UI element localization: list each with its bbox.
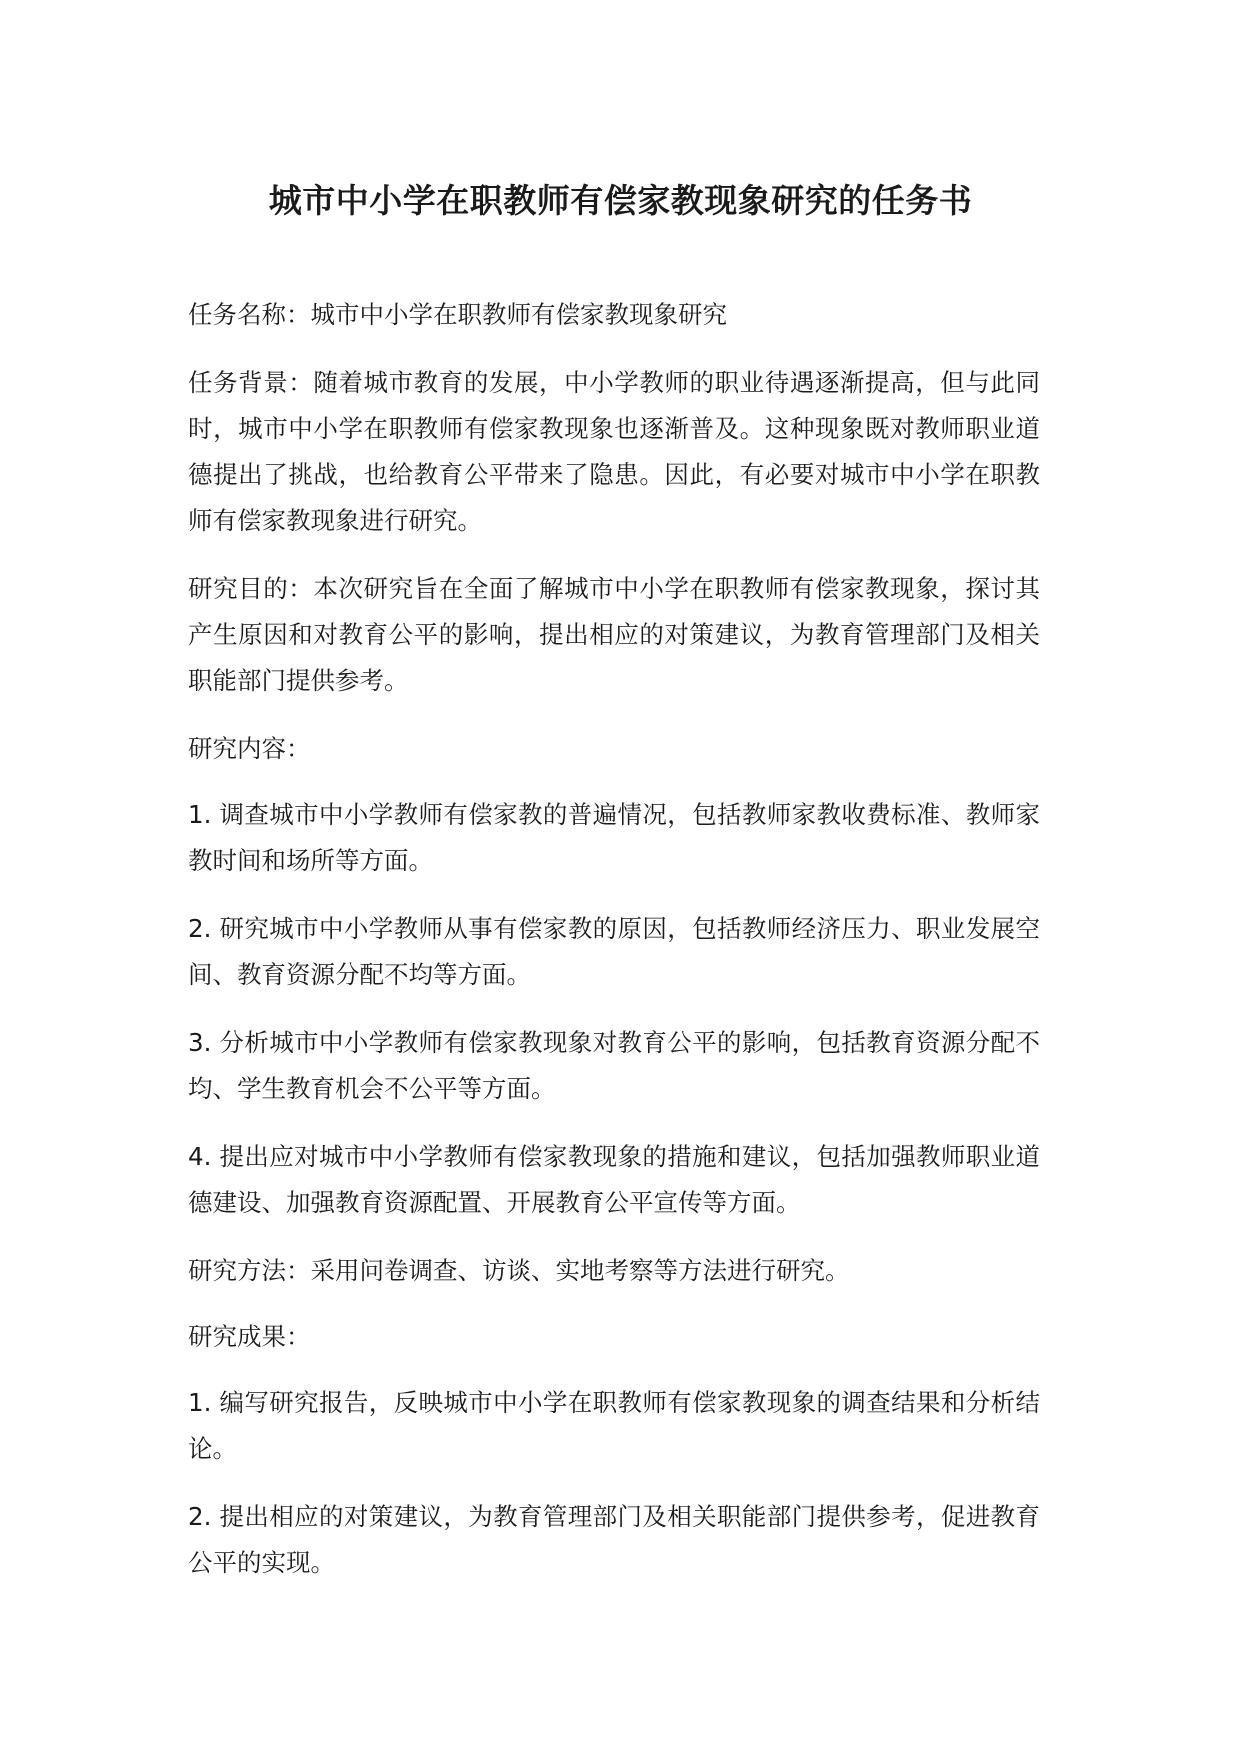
research-content-item-3: 3. 分析城市中小学教师有偿家教现象对教育公平的影响，包括教育资源分配不均、学生教育机会不公平等方面。 [188,1028,1040,1103]
research-method-paragraph: 研究方法：采用问卷调查、访谈、实地考察等方法进行研究。 [188,1256,850,1285]
research-purpose-paragraph: 研究目的：本次研究旨在全面了解城市中小学在职教师有偿家教现象，探讨其产生原因和对教育公平的影响，提出相应的对策建议，为教育管理部门及相关职能部门提供参考。 [188,574,1040,695]
document-body [188,292,1040,1608]
research-content-item-1: 1. 调查城市中小学教师有偿家教的普遍情况，包括教师家教收费标准、教师家教时间和场所等方面。 [188,800,1040,875]
research-content-item-2: 2. 研究城市中小学教师从事有偿家教的原因，包括教师经济压力、职业发展空间、教育资源分配不均等方面。 [188,914,1040,989]
research-content-heading: 研究内容： [188,734,311,763]
document-title: 城市中小学在职教师有偿家教现象研究的任务书 [268,181,973,220]
task-background-paragraph: 任务背景：随着城市教育的发展，中小学教师的职业待遇逐渐提高，但与此同时，城市中小学在职教师有偿家教现象也逐渐普及。这种现象既对教师职业道德提出了挑战，也给教育公平带来了隐患。因此，有必要对城市中小学在职教师有偿家教现象进行研究。 [188,368,1040,535]
research-results-heading: 研究成果： [188,1322,311,1351]
research-content-item-4: 4. 提出应对城市中小学教师有偿家教现象的措施和建议，包括加强教师职业道德建设、加强教育资源配置、开展教育公平宣传等方面。 [188,1142,1040,1217]
research-result-item-2: 2. 提出相应的对策建议，为教育管理部门及相关职能部门提供参考，促进教育公平的实现。 [188,1502,1040,1577]
research-result-item-1: 1. 编写研究报告，反映城市中小学在职教师有偿家教现象的调查结果和分析结论。 [188,1388,1040,1463]
task-name-paragraph: 任务名称：城市中小学在职教师有偿家教现象研究 [188,300,727,329]
